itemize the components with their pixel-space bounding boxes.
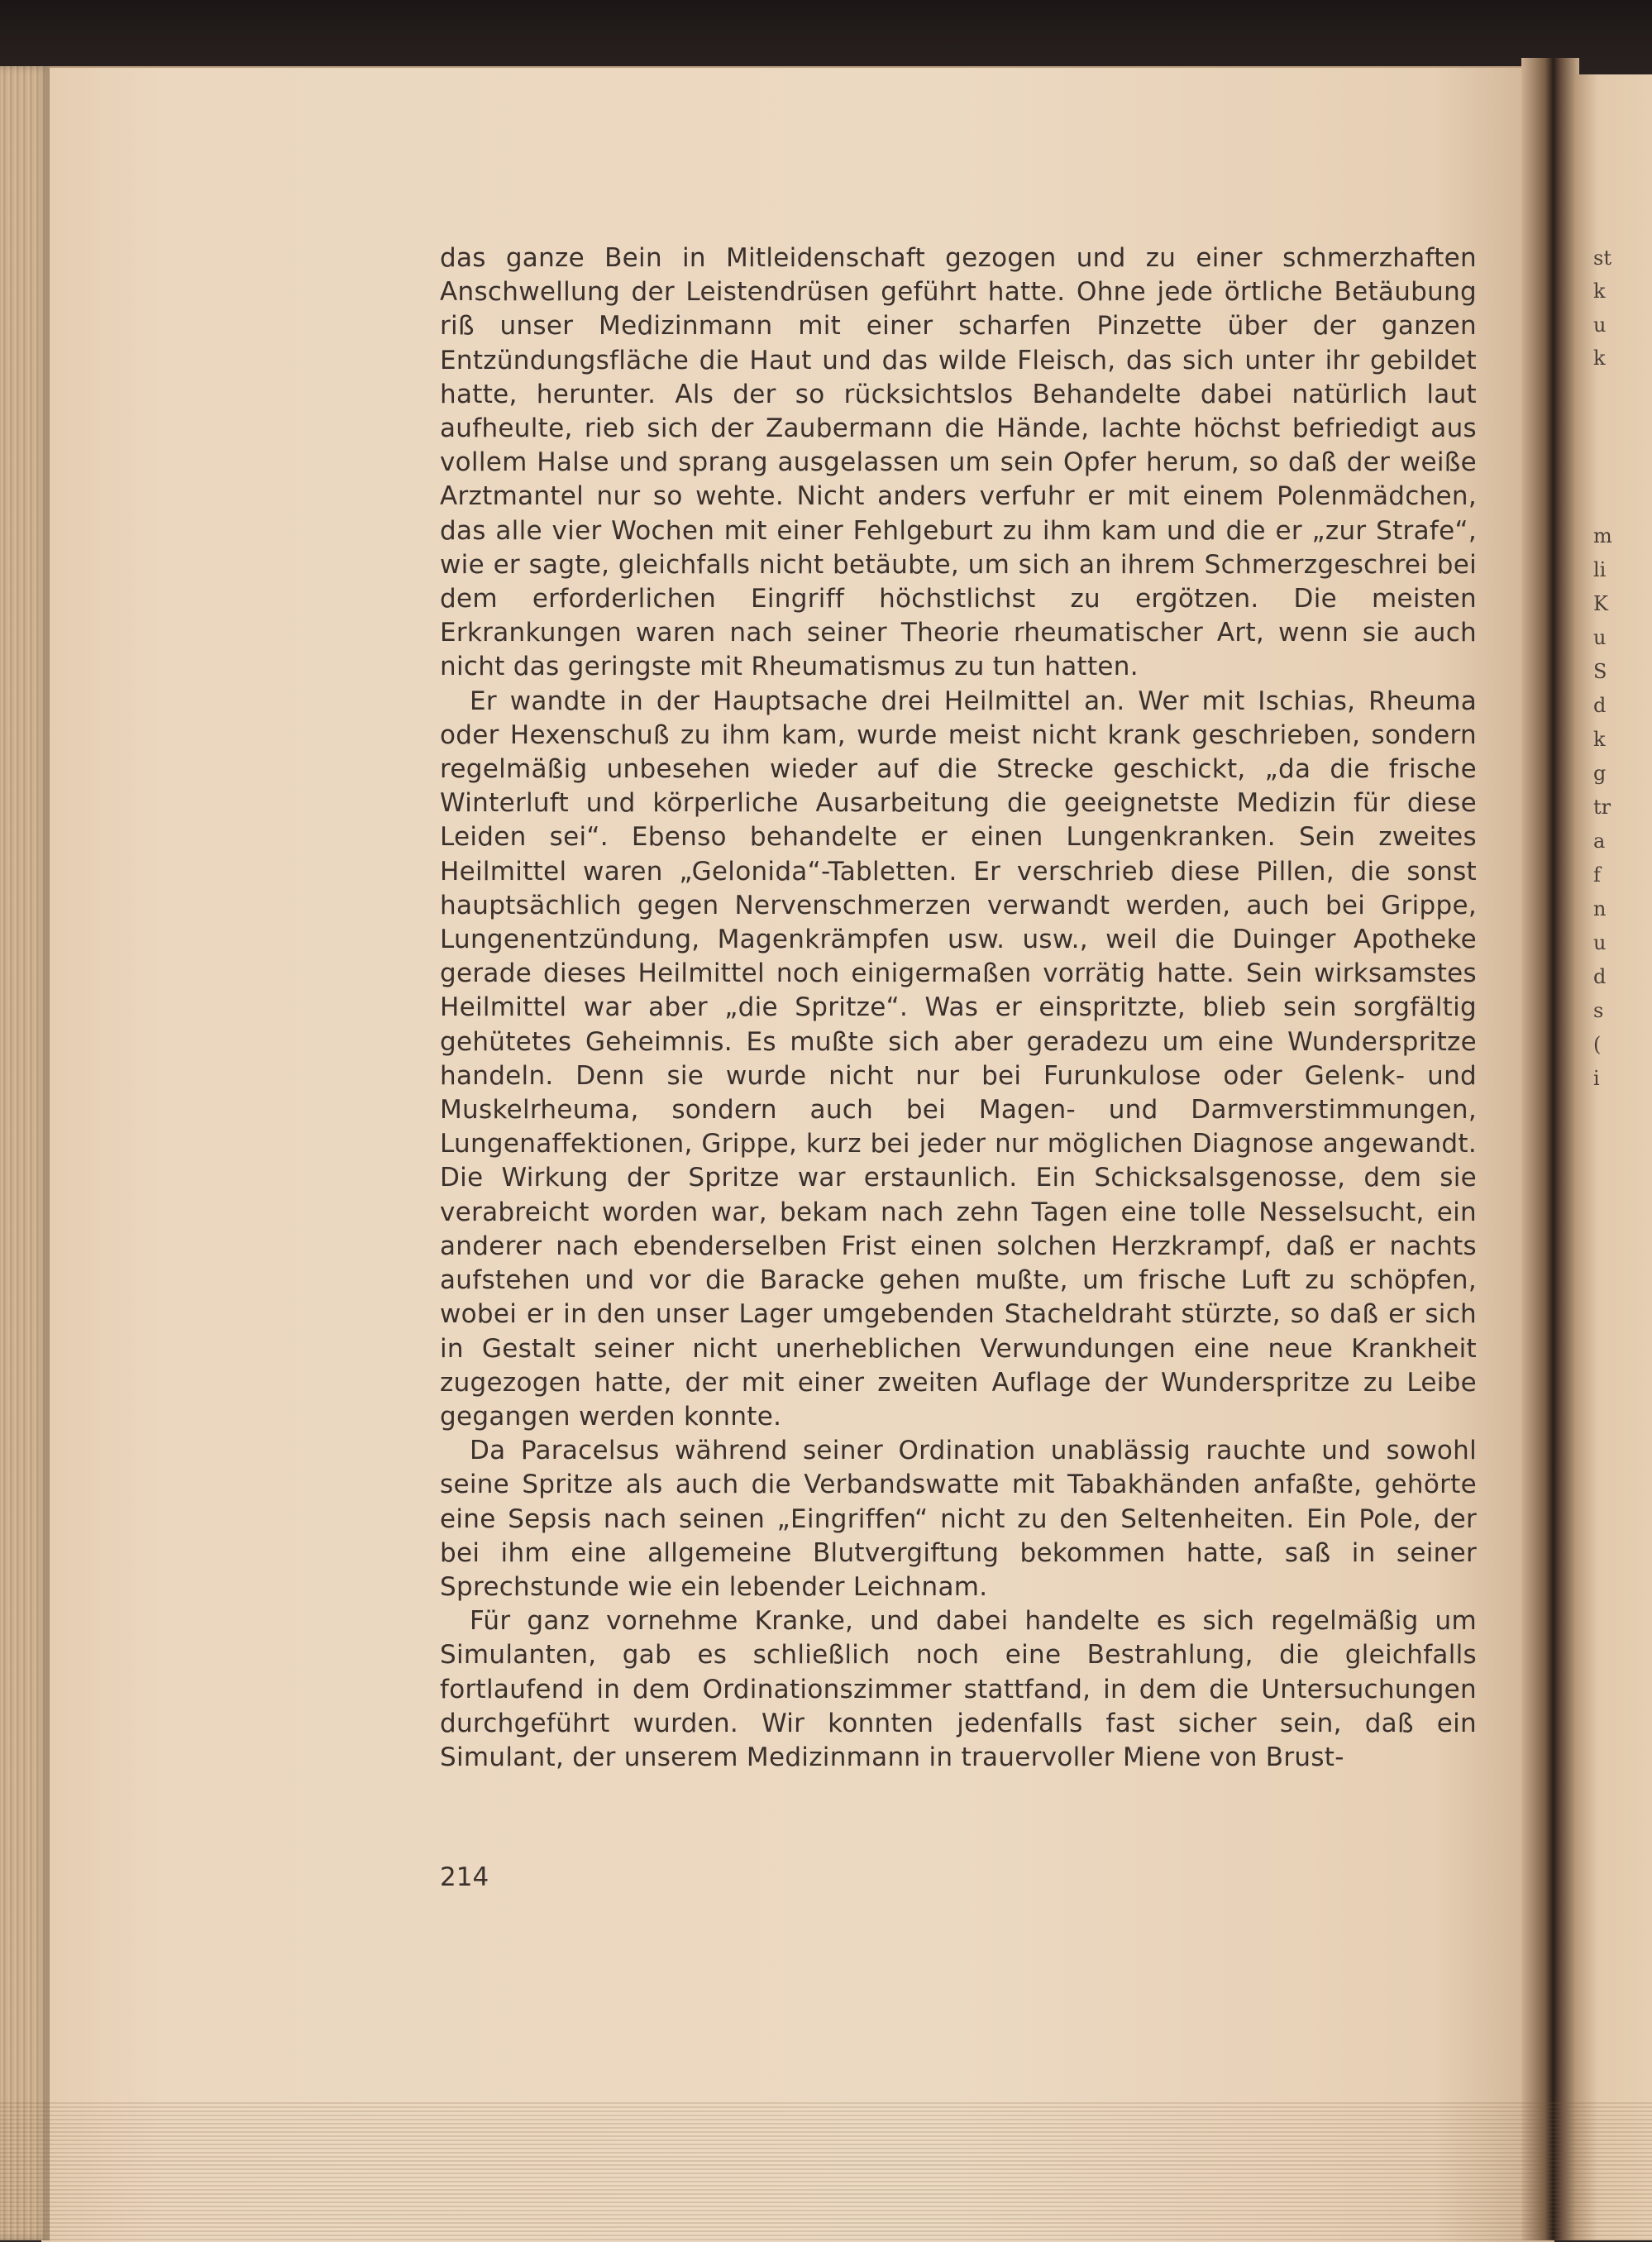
facing-text-fragment: g	[1593, 762, 1607, 785]
facing-text-fragment: f	[1593, 863, 1601, 887]
facing-text-fragment: u	[1593, 313, 1607, 337]
facing-text-fragment: tr	[1593, 796, 1611, 819]
facing-text-fragment: k	[1593, 728, 1606, 751]
facing-text-fragment: d	[1593, 965, 1607, 988]
facing-text-fragment: S	[1593, 660, 1607, 683]
facing-text-fragment: s	[1593, 999, 1604, 1022]
facing-text-fragment: li	[1593, 558, 1607, 581]
book-binding-gutter	[1521, 58, 1579, 2240]
paragraph: Für ganz vornehme Kranke, und dabei handelte es sich regelmäßig um Simulanten, gab es schließlich noch eine Bestrahlung, die gleichfalls fortlaufend in dem Ordinationszimmer stattfand, in dem die Untersuchungen durchgeführt wurden. Wir konnten jedenfalls fast sicher sein, daß ein Simulant, der unserem Medizinmann in trauervoller Miene von Brust-	[440, 1606, 1477, 1772]
body-text	[440, 241, 1477, 1775]
facing-text-fragment: n	[1593, 897, 1607, 920]
facing-text-fragment: (	[1593, 1033, 1602, 1056]
facing-text-fragment: st	[1593, 246, 1611, 270]
facing-text-fragment: k	[1593, 280, 1606, 303]
page-edge-stack	[0, 66, 50, 2240]
paragraph: Er wandte in der Hauptsache drei Heilmittel an. Wer mit Ischias, Rheuma oder Hexenschuß zu ihm kam, wurde meist nicht krank geschrieben, sondern regelmäßig unbesehen wieder auf die Strecke geschickt, „da die frische Winterluft und körperliche Ausarbeitung die geeignetste Medizin für diese Leiden sei“. Ebenso behandelte er einen Lungenkranken. Sein zweites Heilmittel waren „Gelonida“-Tabletten. Er verschrieb diese Pillen, die sonst hauptsächlich gegen Nervenschmerzen verwandt werden, auch bei Grippe, Lungenentzündung, Magenkrämpfen usw. usw., weil die Duinger Apotheke gerade dieses Heilmittel noch einigermaßen vorrätig hatte. Sein wirksamstes Heilmittel war aber „die Spritze“. Was er einspritzte, blieb sein sorgfältig gehütetes Geheimnis. Es mußte sich aber geradezu um eine Wunderspritze handeln. Denn sie wurde nicht nur bei Furunkulose oder Gelenk- und Muskelrheuma, sondern auch bei Magen- und Darmverstimmungen, Lungenaffektionen, Grippe, kurz bei jeder nur möglichen Diagnose angewandt. Die Wirkung der Spritze war erstaunlich. Ein Schicksalsgenosse, dem sie verabreicht worden war, bekam nach zehn Tagen eine tolle Nesselsucht, ein anderer nach ebenderselben Frist einen solchen Herzkrampf, daß er nachts aufstehen und vor die Baracke gehen mußte, um frische Luft zu schöpfen, wobei er in den unser Lager umgebenden Stacheldraht stürzte, so daß er sich in Gestalt seiner nicht unerheblichen Verwundungen eine neue Krankheit zugezogen hatte, der mit einer zweiten Auflage der Wunderspritze zu Leibe gegangen werden konnte.	[440, 686, 1477, 1432]
page-number: 214	[440, 1862, 489, 1892]
facing-text-fragment: d	[1593, 694, 1607, 717]
paragraph: das ganze Bein in Mitleidenschaft gezogen und zu einer schmerzhaften Anschwellung der Leistendrüsen geführt hatte. Ohne jede örtliche Betäubung riß unser Medizinmann mit einer scharfen Pinzette über der ganzen Entzündungsfläche die Haut und das wilde Fleisch, das sich unter ihr gebildet hatte, herunter. Als der so rücksichtslos Behandelte dabei natürlich laut aufheulte, rieb sich der Zaubermann die Hände, lachte höchst befriedigt aus vollem Halse und sprang ausgelassen um sein Opfer herum, so daß der weiße Arztmantel nur so wehte. Nicht anders verfuhr er mit einem Polenmädchen, das alle vier Wochen mit einer Fehlgeburt zu ihm kam und die er „zur Strafe“, wie er sagte, gleichfalls nicht betäubte, um sich an ihrem Schmerzgeschrei bei dem erforderlichen Eingriff höchstlichst zu ergötzen. Die meisten Erkrankungen waren nach seiner Theorie rheumatischer Art, wenn sie auch nicht das geringste mit Rheumatismus zu tun hatten.	[440, 243, 1477, 682]
facing-text-fragment: m	[1593, 524, 1612, 547]
facing-text-fragment: a	[1593, 829, 1606, 853]
facing-text-fragment: k	[1593, 347, 1606, 370]
facing-text-fragment: u	[1593, 626, 1607, 649]
paragraph: Da Paracelsus während seiner Ordination unablässig rauchte und sowohl seine Spritze als auch die Verbandswatte mit Tabakhänden anfaßte, gehörte eine Sepsis nach seinen „Eingriffen“ nicht zu den Seltenheiten. Ein Pole, der bei ihm eine allgemeine Blutvergiftung bekommen hatte, saß in seiner Sprechstunde wie ein lebender Leichnam.	[440, 1436, 1477, 1602]
facing-text-fragment: i	[1593, 1067, 1600, 1090]
facing-text-fragment: u	[1593, 931, 1607, 954]
facing-text-fragment: K	[1593, 592, 1608, 615]
facing-page	[1575, 74, 1652, 2240]
